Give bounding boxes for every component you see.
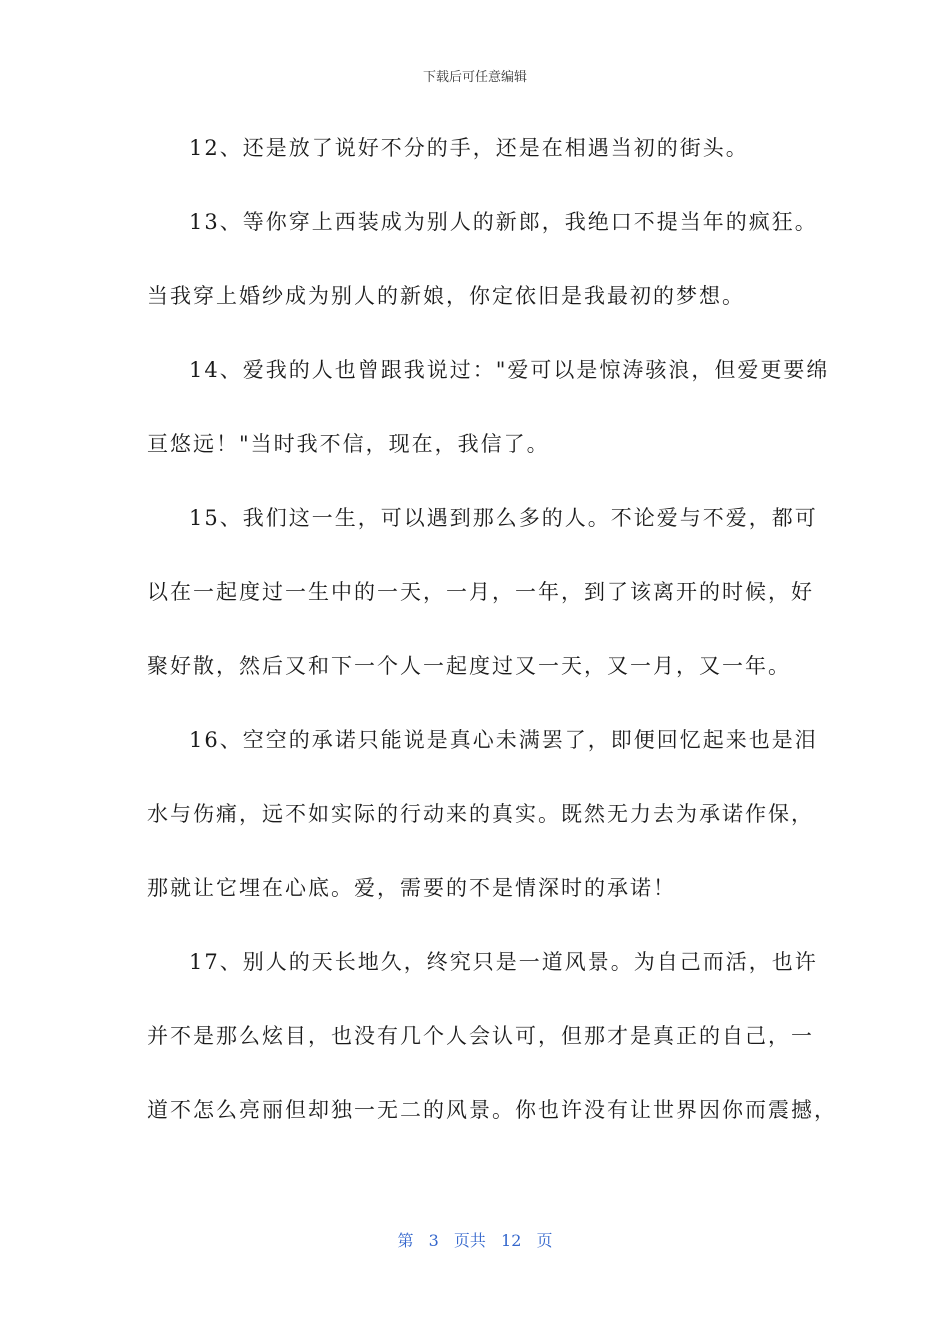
document-body <box>147 128 837 1164</box>
footer-suffix: 页 <box>536 1231 553 1250</box>
text-line: 17、别人的天长地久，终究只是一道风景。为自己而活，也许 <box>189 950 818 974</box>
text-line: 16、空空的承诺只能说是真心未满罢了，即便回忆起来也是泪 <box>189 728 818 752</box>
text-line: 并不是那么炫目，也没有几个人会认可，但那才是真正的自己，一 <box>147 1024 814 1048</box>
footer-middle: 页共 <box>453 1231 486 1250</box>
text-line: 水与伤痛，远不如实际的行动来的真实。既然无力去为承诺作保， <box>147 802 814 826</box>
text-line: 13、等你穿上西装成为别人的新郎，我绝口不提当年的疯狂。 <box>189 210 818 234</box>
text-line: 那就让它埋在心底。爱，需要的不是情深时的承诺！ <box>147 876 676 900</box>
text-line: 当我穿上婚纱成为别人的新娘，你定依旧是我最初的梦想。 <box>147 284 745 308</box>
text-line: 12、还是放了说好不分的手，还是在相遇当初的街头。 <box>189 136 749 160</box>
total-pages-number: 12 <box>501 1231 522 1250</box>
current-page-number: 3 <box>428 1231 439 1250</box>
text-line: 14、爱我的人也曾跟我说过："爱可以是惊涛骇浪，但爱更要绵 <box>189 358 830 382</box>
text-line: 以在一起度过一生中的一天，一月，一年，到了该离开的时候，好 <box>147 580 814 604</box>
text-line: 聚好散，然后又和下一个人一起度过又一天，又一月，又一年。 <box>147 654 791 678</box>
page-footer <box>0 1228 950 1251</box>
text-line: 亘悠远！"当时我不信，现在，我信了。 <box>147 432 550 456</box>
text-line: 15、我们这一生，可以遇到那么多的人。不论爱与不爱，都可 <box>189 506 818 530</box>
text-line: 道不怎么亮丽但却独一无二的风景。你也许没有让世界因你而震撼， <box>147 1098 837 1122</box>
page-header: 下载后可任意编辑 <box>422 70 527 85</box>
footer-prefix: 第 <box>397 1231 414 1250</box>
